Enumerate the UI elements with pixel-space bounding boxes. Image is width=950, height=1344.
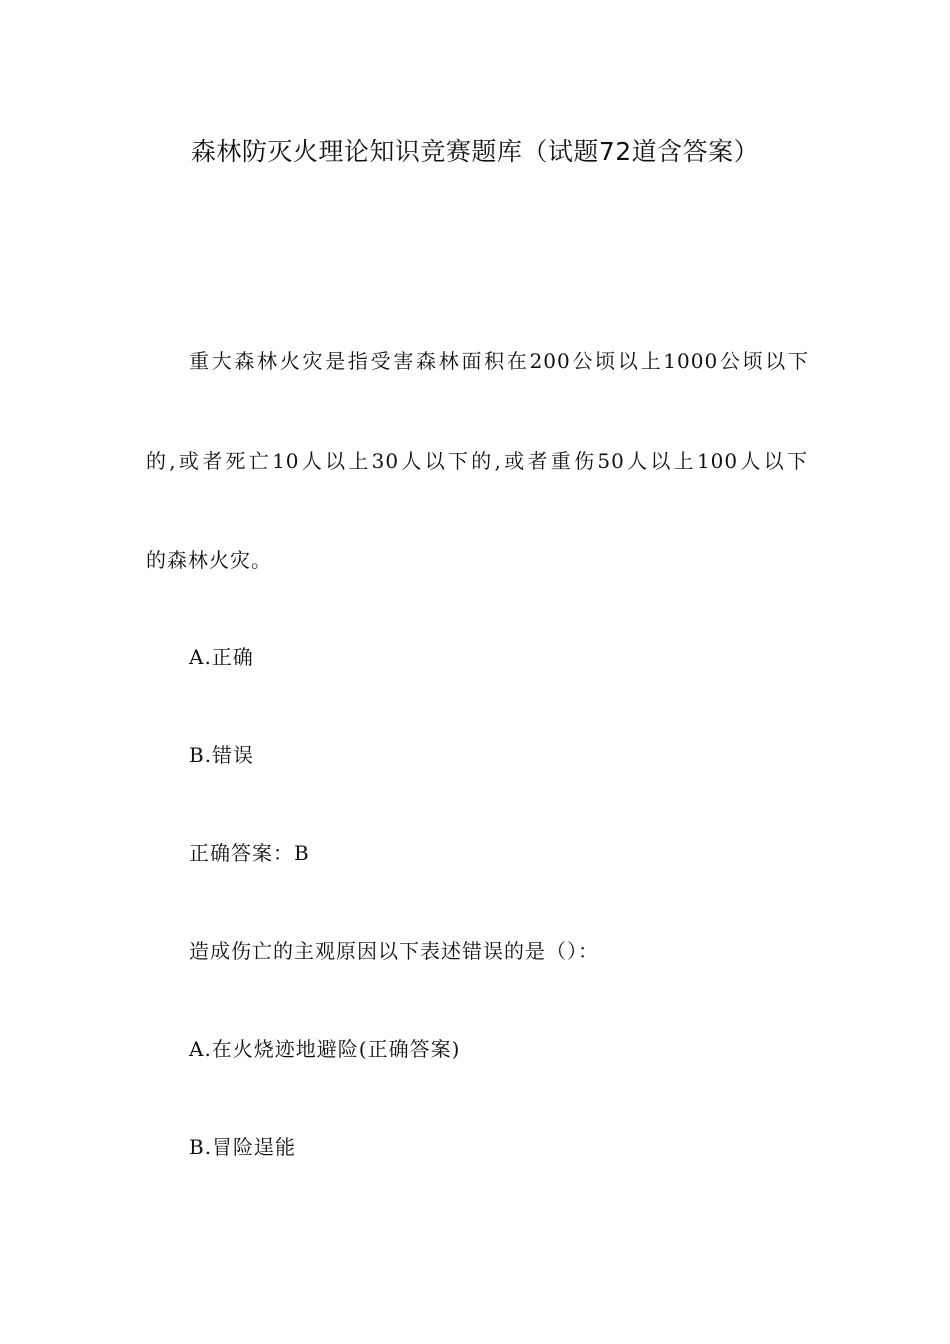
question-1-option-b: B.错误 [189,743,255,767]
question-1-stem-line-3: 的森林火灾。 [146,548,272,572]
question-1-answer: 正确答案：B [189,841,310,865]
question-1-stem-line-2: 的,或者死亡10人以上30人以下的,或者重伤50人以上100人以下 [146,449,808,473]
question-2-stem-line-1: 造成伤亡的主观原因以下表述错误的是（）： [189,939,599,963]
document-title: 森林防灭火理论知识竞赛题库（试题72道含答案） [190,137,760,166]
question-1-option-a: A.正确 [189,645,254,669]
question-2-option-a: A.在火烧迹地避险(正确答案) [189,1037,461,1061]
question-2-option-b: B.冒险逞能 [189,1135,297,1159]
question-1-stem-line-1: 重大森林火灾是指受害森林面积在200公顷以上1000公顷以下 [189,349,809,373]
